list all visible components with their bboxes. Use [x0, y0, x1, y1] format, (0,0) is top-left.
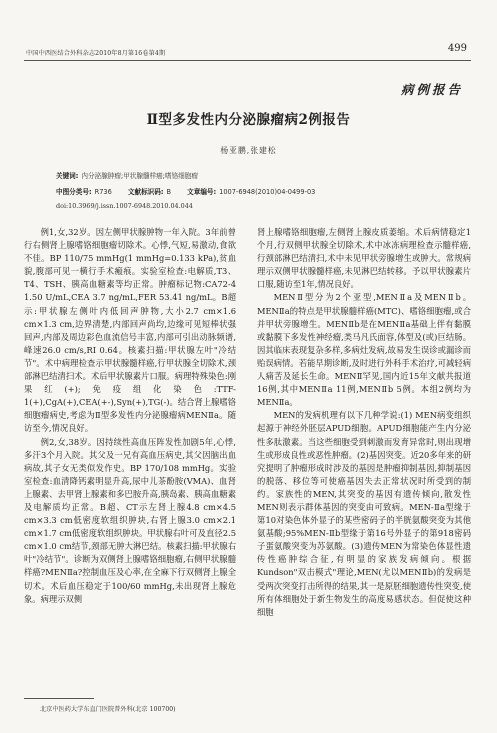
page-number: 499	[447, 43, 467, 54]
classification-line	[56, 186, 467, 196]
header-rule	[24, 60, 471, 61]
case-1-paragraph: 例1,女,32岁。因左侧甲状腺肿物一年入院。3年前曾行右侧肾上腺嗜铬细胞瘤切除术。心悸,气短,易激动,食欲不佳。BP 110/75 mmHg(1 mmHg=0.133 kPa),贫血貌,腹部可见一横行手术瘢痕。实验室检查:电解质,T3、T4、TSH、胰高血糖素等均正常。肿瘤标记物:CA72-4 1.50 U/mL,CEA 3.7 ng/mL,FER 53.41 ng/mL。B超示:甲状腺左侧叶内低回声肿物,大小2.7 cm×1.6 cm×1.3 cm,边界清楚,内部回声尚均,边缘可见短棒状强回声,内部及周边彩色血流信号丰富,内部可引出动脉频谱,峰速26.0 cm/s,RI 0.64。核素扫描:甲状腺左叶"冷结节"。术中病理检查示甲状腺髓样癌,行甲状腺全切除术,颈部淋巴结清扫术。术后甲状腺素片口服。病理特殊染色:刚果红(+);免疫组化染色:TTF-1(+),CgA(+),CEA(+-),Syn(+),TG(-)。结合肾上腺嗜铬细胞瘤病史,考虑为Ⅱ型多发性内分泌腺瘤病MENⅡa。随访至今,情况良好。	[24, 227, 236, 434]
body-column-left	[24, 226, 236, 696]
clc-number: 中图分类号: R736	[56, 188, 112, 196]
article-number: 文章编号: 1007-6948(2010)04-0499-03	[187, 188, 316, 196]
keywords-line	[56, 170, 467, 180]
column-tag: 病例报告	[400, 82, 463, 97]
discussion-paragraph: MENⅡ型分为2个亚型,MENⅡa及MENⅡb。MENⅡa的特点是甲状腺髓样癌(MTC)、嗜铬细胞瘤,或合并甲状旁腺增生。MENⅡb是在MENⅡa基础上伴有黏膜或黏膜下多发性神经瘤,类马凡氏面容,体型及(或)巨结肠。因其临床表现复杂多样,多病灶发病,故易发生误诊或漏诊而贻误病情。若能早期诊断,及时进行外科手术治疗,可减轻病人痛苦及延长生命。MENⅡ罕见,国内近15年文献共报道16例,其中MENⅡa 11例,MENⅡb 5例。本组2例均为MENⅡa。	[257, 292, 471, 408]
footnote-rule	[24, 698, 94, 699]
case-2-continued-paragraph: 肾上腺嗜铬细胞瘤,左侧肾上腺皮质萎缩。术后病情稳定1个月,行双侧甲状腺全切除术,术中冰冻病理检查示髓样癌,行颈部淋巴结清扫,术中未见甲状旁腺增生或肿大。常规病理示双侧甲状腺髓样癌,未见淋巴结转移。予以甲状腺素片口服,随访至1年,情况良好。	[257, 227, 471, 290]
footnote-affiliation: 北京中医药大学东直门医院普外科(北京 100700)	[40, 706, 176, 713]
authors: 杨亚鹏,张建松	[220, 146, 277, 155]
body-column-right	[257, 226, 471, 696]
keywords-label: 关键词:	[56, 172, 79, 180]
case-2-paragraph: 例2,女,38岁。因持续性高血压阵发性加剧5年,心悸,多汗3个月入院。其父及一兄有高血压病史,其父因脑出血病故,其子女无类似发作史。BP 170/108 mmHg。实验室检查:血清降钙素明显升高,尿中儿茶酚胺(VMA)、血肾上腺素、去甲肾上腺素和多巴胺升高,胰岛素、胰高血糖素及电解质均正常。B超、CT示左肾上腺4.8 cm×4.5 cm×3.3 cm低密度软组织肿块,右肾上腺3.0 cm×2.1 cm×1.7 cm低密度软组织肿块。甲状腺右叶可及直径2.5 cm×1.0 cm结节,颈部无肿大淋巴结。核素扫描:甲状腺右叶"冷结节"。诊断为双侧肾上腺嗜铬细胞瘤,右侧甲状腺髓样癌?MENⅡa?控制血压及心率,在全麻下行双侧肾上腺全切术。术后血压稳定于100/60 mmHg,未出现肾上腺危象。病理示双侧	[24, 436, 236, 604]
keywords-text: 内分泌腺肿瘤;甲状腺髓样癌;嗜铬细胞瘤	[81, 172, 198, 180]
article-title: Ⅱ型多发性内分泌腺瘤病2例报告	[146, 112, 351, 128]
document-code: 文献标识码: B	[127, 188, 172, 196]
running-head: 中国中西医结合外科杂志2010年8月第16卷第4期	[26, 50, 166, 57]
doi: doi:10.3969/j.issn.1007-6948.2010.04.044	[56, 202, 193, 210]
pathogenesis-paragraph: MEN的发病机理有以下几种学说:(1) MEN病变组织起源于神经外胚层APUD细胞。APUD细胞能产生内分泌性多肽激素。当这些细胞受到刺激而发育异常时,则出现增生或形成良性或恶性肿瘤。(2)基因突变。近20多年来的研究提明了肿瘤形成时涉及的基因是肿瘤抑制基因,抑制基因的脱落、移位等可使癌基因失去正常状况时所受到的制约。家族性的MEN,其突变的基因有遗传倾向,散发性MEN则表示群体基因的突变由可致病。MEN-Ⅱa型缘于第10对染色体外显子的某些密码子的半胱氨酸突变为其他氨基酸;95%MEN-Ⅱb型缘于第16号外显子的第918密码子蛋氨酸突变为苏氨酸。(3)遗传MEN为常染色体显性遗传性癌肿综合征,有明显的家族发病倾向。根据Kundson"双击模式"理论,MEN(尤以MENⅡb)的发病是受两次突变打击所得的结果,其一是原胚细胞遗传性突变,使所有体细胞处于新生物发生的高度易感状态。但促使这种细胞	[257, 410, 471, 617]
